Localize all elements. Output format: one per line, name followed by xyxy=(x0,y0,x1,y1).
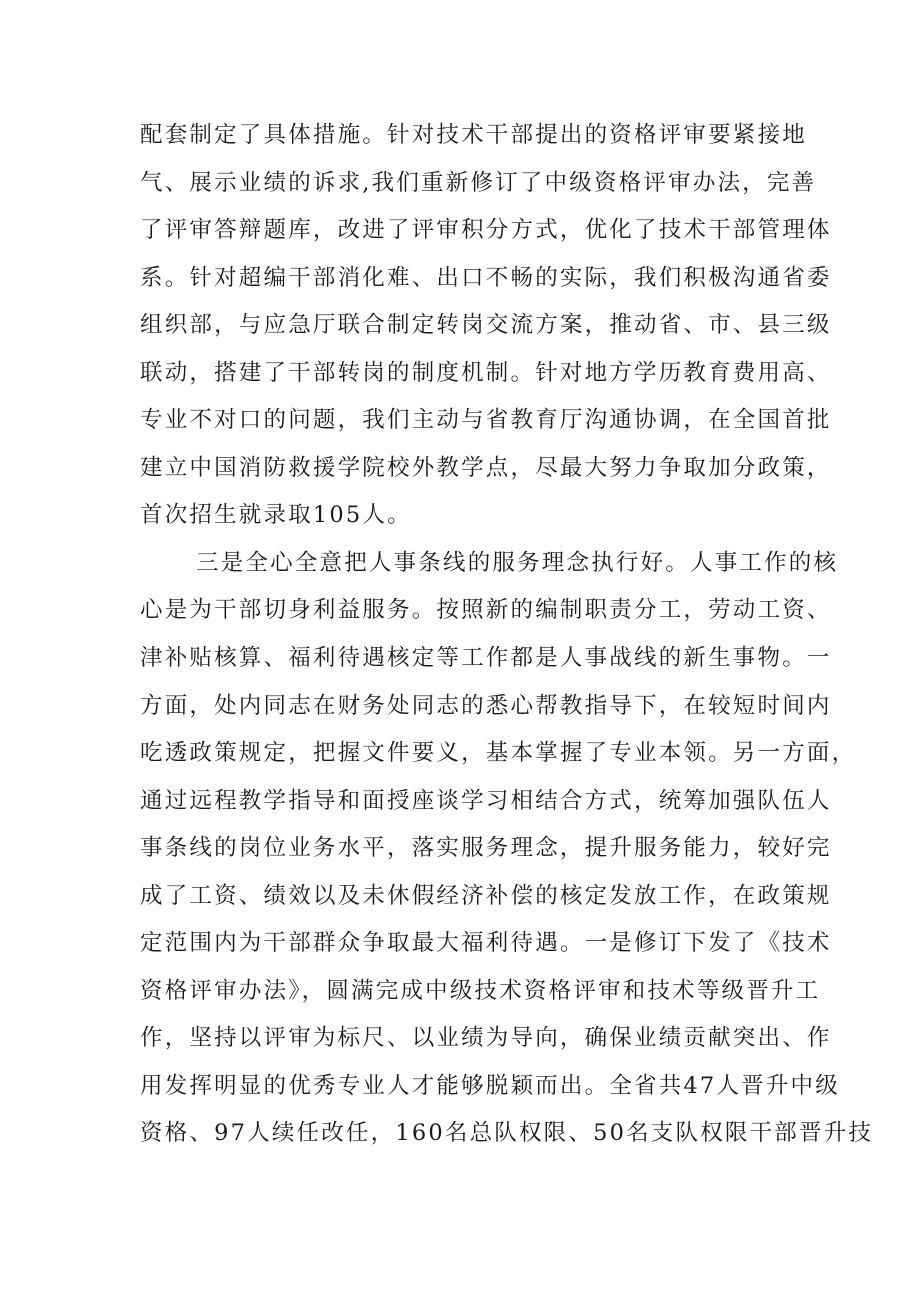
text-line: 首次招生就录取105人。 xyxy=(140,502,412,529)
text-line: 组织部，与应急厅联合制定转岗交流方案，推动省、市、县三级 xyxy=(140,312,832,339)
text-line: 配套制定了具体措施。针对技术干部提出的资格评审要紧接地 xyxy=(140,122,807,148)
text-line: 吃透政策规定，把握文件要义，基本掌握了专业本领。另一方面， xyxy=(140,740,857,767)
text-line: 定范围内为干部群众争取最大福利待遇。一是修订下发了《技术 xyxy=(140,930,832,957)
text-line: 用发挥明显的优秀专业人才能够脱颖而出。全省共47人晋升中级 xyxy=(140,1072,840,1099)
text-line: 通过远程教学指导和面授座谈学习相结合方式，统筹加强队伍人 xyxy=(140,787,832,814)
text-line: 方面，处内同志在财务处同志的悉心帮教指导下，在较短时间内 xyxy=(140,692,832,719)
text-line: 联动，搭建了干部转岗的制度机制。针对地方学历教育费用高、 xyxy=(140,359,832,386)
text-line: 了评审答辩题库，改进了评审积分方式，优化了技术干部管理体 xyxy=(140,217,832,244)
text-line: 成了工资、绩效以及未休假经济补偿的核定发放工作，在政策规 xyxy=(140,882,832,909)
text-line: 建立中国消防救援学院校外教学点，尽最大努力争取加分政策， xyxy=(140,454,832,481)
text-line: 资格评审办法》，圆满完成中级技术资格评审和技术等级晋升工 xyxy=(140,977,821,1004)
text-line: 资格、97人续任改任，160名总队权限、50名支队权限干部晋升技 xyxy=(140,1120,874,1147)
body-text xyxy=(140,112,874,1158)
text-line: 津补贴核算、福利待遇核定等工作都是人事战线的新生事物。一 xyxy=(140,645,832,672)
text-line: 作，坚持以评审为标尺、以业绩为导向，确保业绩贡献突出、作 xyxy=(140,1025,832,1052)
text-line: 气、展示业绩的诉求,我们重新修订了中级资格评审办法，完善 xyxy=(140,169,817,196)
text-line: 系。针对超编干部消化难、出口不畅的实际，我们积极沟通省委 xyxy=(140,264,832,291)
text-line: 事条线的岗位业务水平，落实服务理念，提升服务能力，较好完 xyxy=(140,835,832,862)
paragraph-start-line: 三是全心全意把人事条线的服务理念执行好。人事工作的核 xyxy=(196,549,839,576)
text-line: 专业不对口的问题，我们主动与省教育厅沟通协调，在全国首批 xyxy=(140,407,832,434)
text-line: 心是为干部切身利益服务。按照新的编制职责分工，劳动工资、 xyxy=(140,597,832,624)
